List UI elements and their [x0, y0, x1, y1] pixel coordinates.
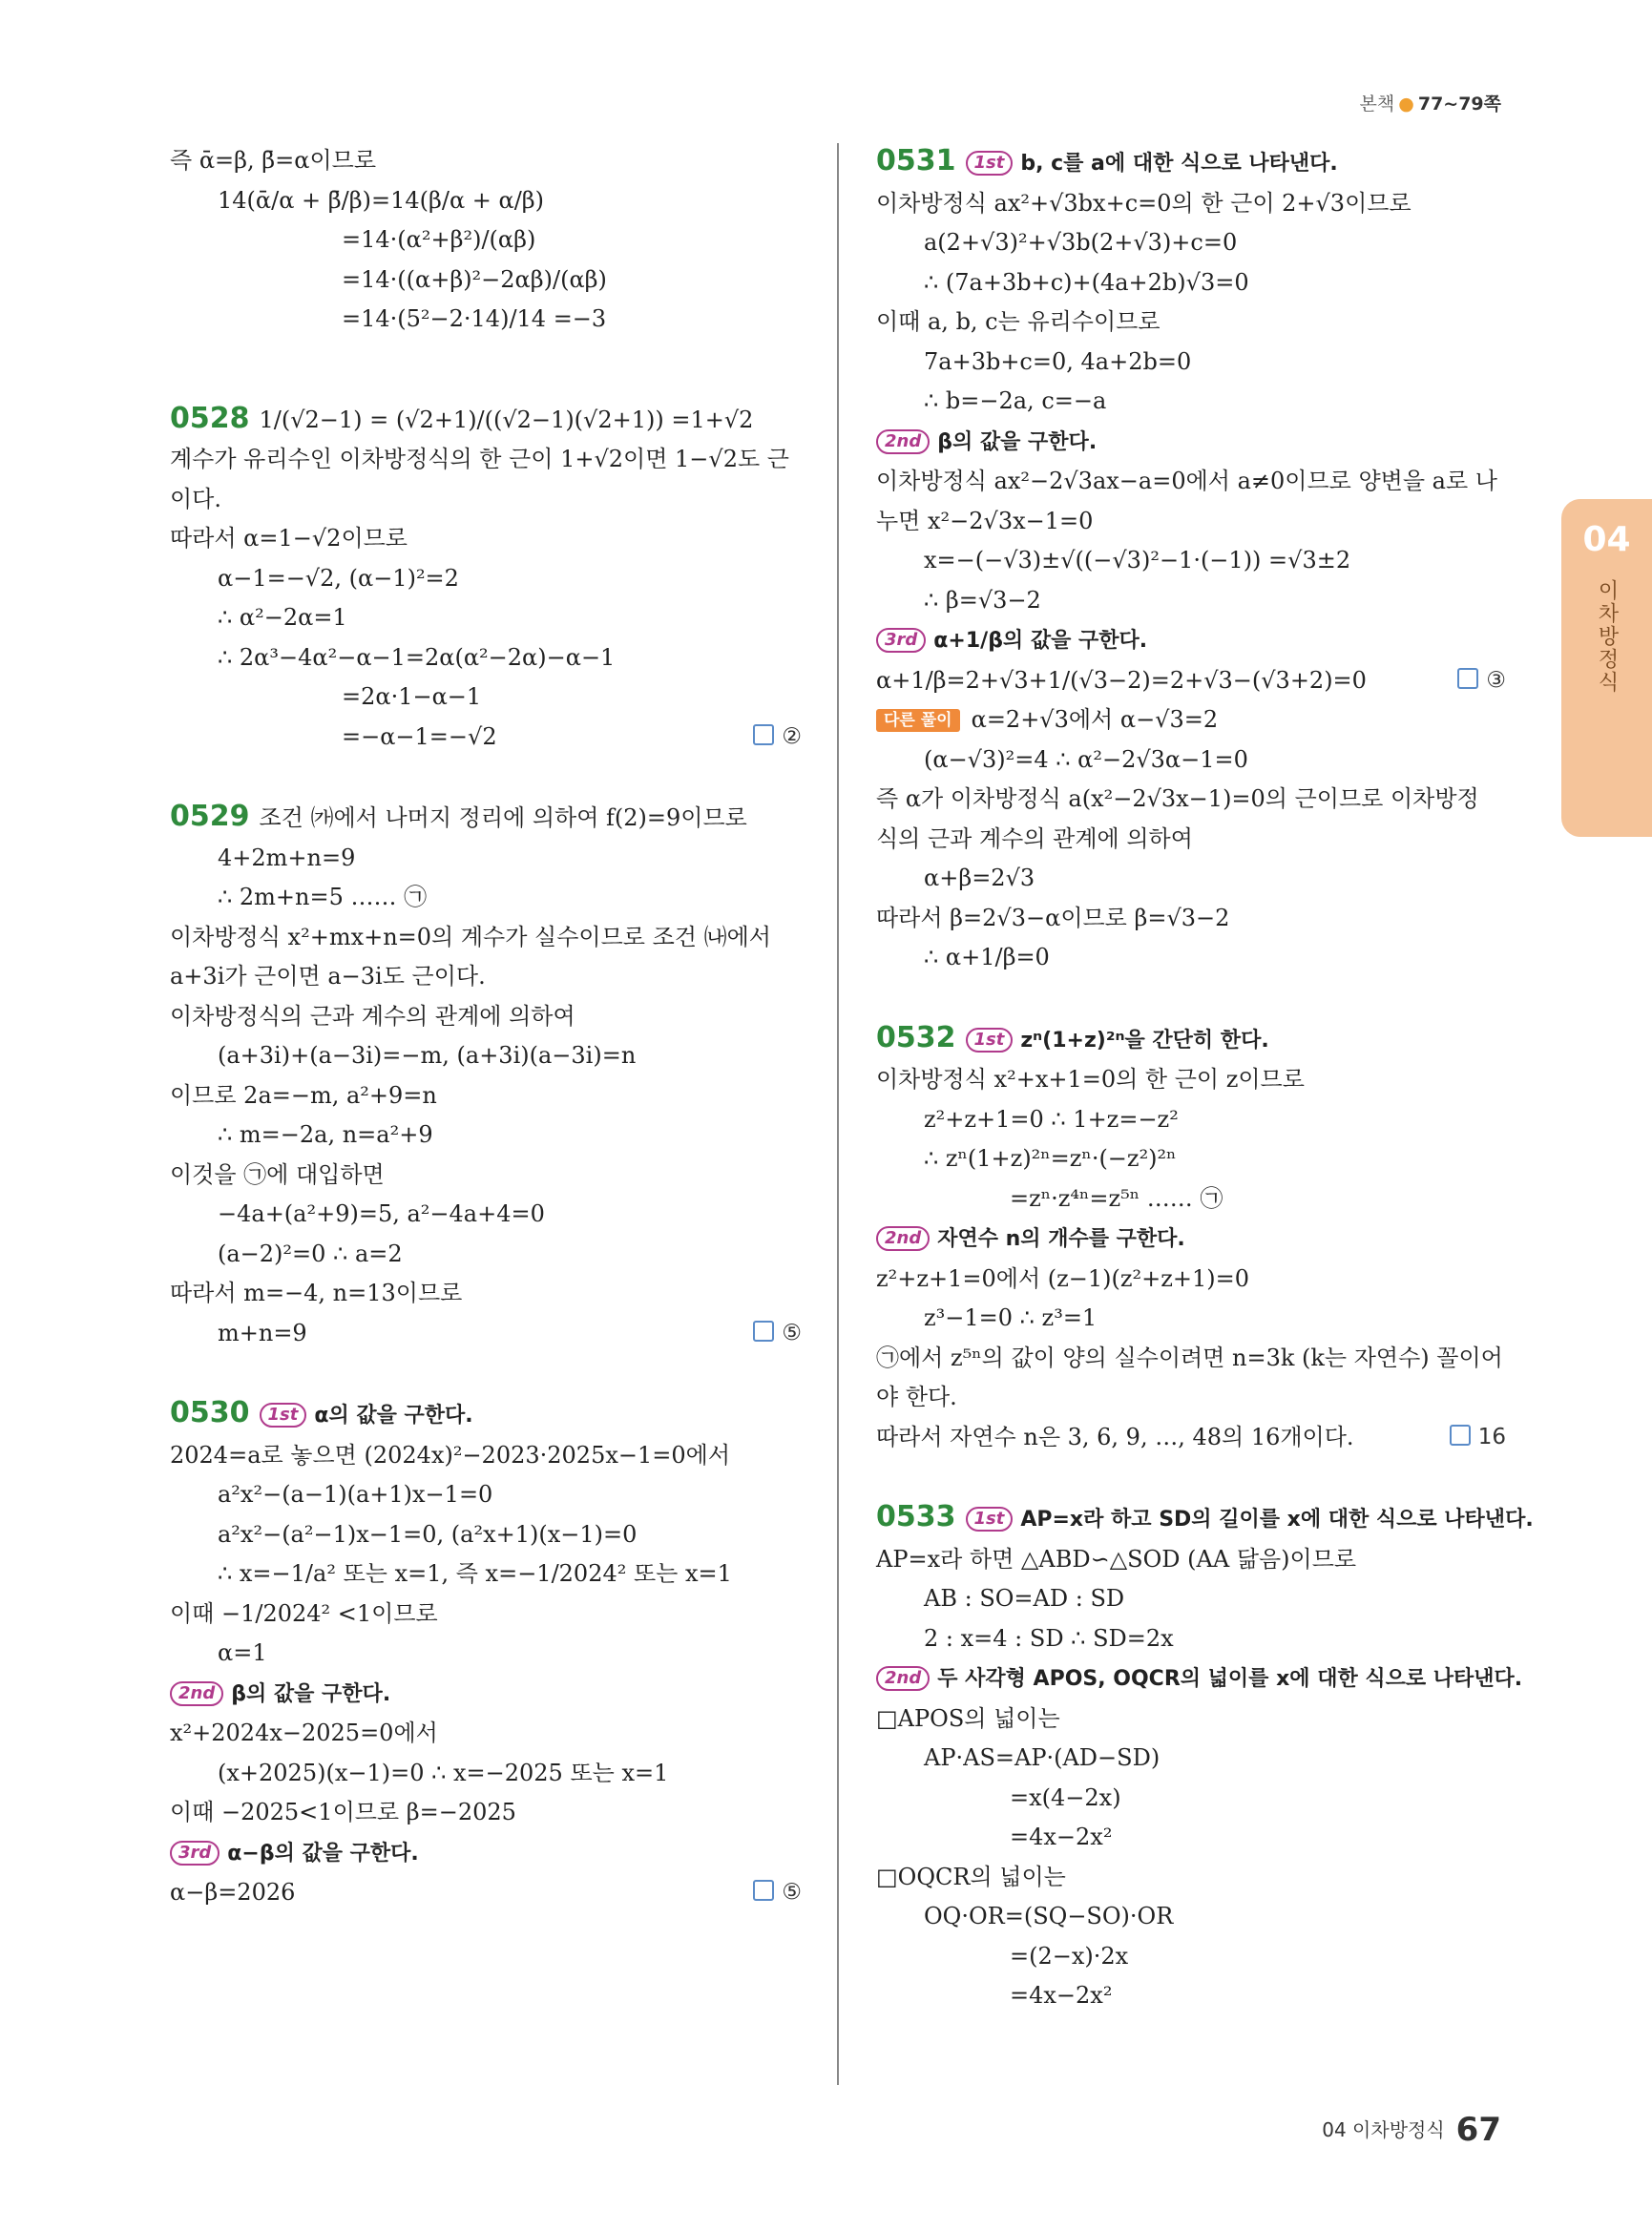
problem-0529	[170, 797, 802, 1353]
solution-line: □OQCR의 넓이는	[876, 1863, 1066, 1890]
problem-number: 0529	[170, 800, 250, 833]
problem-number: 0532	[876, 1020, 956, 1054]
page-number: 67	[1455, 2111, 1501, 2149]
left-column	[170, 141, 802, 1913]
bullet-dot-icon: ●	[1398, 94, 1414, 115]
solution-line: =2α·1−α−1	[342, 683, 482, 710]
step-badge-2nd: 2nd	[170, 1681, 223, 1706]
solution-line: ∴ β=√3−2	[924, 586, 1041, 614]
solution-line: z²+z+1=0 ∴ 1+z=−z²	[924, 1105, 1179, 1133]
problem-number: 0530	[170, 1396, 250, 1429]
problem-number: 0528	[170, 401, 250, 435]
solution-line: 1/(√2−1) = (√2+1)/((√2−1)(√2+1)) =1+√2	[259, 406, 754, 433]
step-title: α+1/β의 값을 구한다.	[933, 629, 1148, 653]
chapter-title: 이차방정식	[1595, 579, 1619, 694]
answer-icon	[1450, 1425, 1471, 1446]
solution-line: ∴ α+1/β=0	[924, 944, 1050, 970]
solution-line: 2 : x=4 : SD ∴ SD=2x	[924, 1624, 1174, 1652]
solution-line: 이차방정식 ax²+√3bx+c=0의 한 근이 2+√3이므로	[876, 189, 1412, 217]
solution-line: ∴ m=−2a, n=a²+9	[218, 1121, 433, 1148]
solution-line: a²x²−(a−1)(a+1)x−1=0	[218, 1481, 493, 1508]
solution-line: m+n=9	[218, 1319, 307, 1346]
solution-line: =14·(α²+β²)/(αβ)	[342, 226, 536, 253]
footer-chapter-label: 04 이차방정식	[1322, 2118, 1445, 2141]
solution-line: (a−2)²=0 ∴ a=2	[218, 1240, 403, 1267]
solution-line: α+1/β=2+√3+1/(√3−2)=2+√3−(√3+2)=0	[876, 666, 1367, 694]
chapter-number: 04	[1582, 520, 1631, 559]
step-badge-1st: 1st	[966, 151, 1014, 176]
solution-line: x=−(−√3)±√((−√3)²−1·(−1)) =√3±2	[924, 547, 1351, 573]
answer-icon	[753, 724, 774, 745]
problem-number: 0533	[876, 1500, 956, 1533]
answer-mark	[753, 1873, 802, 1913]
answer-mark	[753, 718, 802, 758]
solution-line: 이때 a, b, c는 유리수이므로	[876, 308, 1161, 335]
solution-line: ∴ α²−2α=1	[218, 604, 347, 631]
solution-line: □APOS의 넓이는	[876, 1704, 1060, 1732]
solution-line: AP·AS=AP·(AD−SD)	[924, 1744, 1161, 1771]
solution-line: 조건 ㈎에서 나머지 정리에 의하여 f(2)=9이므로	[259, 804, 747, 831]
solution-line: =x(4−2x)	[1010, 1783, 1121, 1811]
solution-line: =4x−2x²	[1010, 1824, 1113, 1850]
answer-mark	[1457, 661, 1506, 701]
solution-line: (α−√3)²=4 ∴ α²−2√3α−1=0	[924, 745, 1248, 773]
solution-line: ∴ zⁿ(1+z)²ⁿ=zⁿ·(−z²)²ⁿ	[924, 1145, 1177, 1172]
solution-line: ∴ b=−2a, c=−a	[924, 387, 1107, 414]
problem-0528	[170, 399, 802, 758]
step-title: 자연수 n의 개수를 구한다.	[937, 1227, 1185, 1251]
step-badge-3rd: 3rd	[876, 628, 926, 653]
solution-line: z³−1=0 ∴ z³=1	[924, 1304, 1098, 1331]
solution-line: =−α−1=−√2	[342, 722, 497, 750]
answer-value: ③	[1486, 667, 1506, 693]
solution-line: ∴ 2α³−4α²−α−1=2α(α²−2α)−α−1	[218, 643, 616, 671]
step-badge-2nd: 2nd	[876, 1226, 930, 1251]
column-divider	[837, 143, 839, 2085]
solution-line: =14·(5²−2·14)/14 =−3	[342, 305, 607, 332]
solution-line: x²+2024x−2025=0에서	[170, 1720, 438, 1746]
step-badge-2nd: 2nd	[876, 1666, 930, 1691]
solution-line: z²+z+1=0에서 (z−1)(z²+z+1)=0	[876, 1264, 1250, 1292]
solution-line: 이차방정식 x²+x+1=0의 한 근이 z이므로	[876, 1066, 1305, 1093]
solution-line: ㉠에서 z⁵ⁿ의 값이 양의 실수이려면 n=3k (k는 자연수) 꼴이어	[876, 1344, 1503, 1371]
page-footer	[1322, 2111, 1501, 2149]
solution-line: =(2−x)·2x	[1010, 1942, 1129, 1970]
solution-line: 7a+3b+c=0, 4a+2b=0	[924, 347, 1192, 375]
solution-line: 이차방정식 ax²−2√3ax−a=0에서 a≠0이므로 양변을 a로 나	[876, 468, 1497, 494]
step-title: zⁿ(1+z)²ⁿ을 간단히 한다.	[1020, 1028, 1269, 1053]
solution-line: 따라서 α=1−√2이므로	[170, 525, 408, 552]
solution-line: 야 한다.	[876, 1384, 957, 1410]
solution-line: 이므로 2a=−m, a²+9=n	[170, 1081, 437, 1109]
solution-line: (a+3i)+(a−3i)=−m, (a+3i)(a−3i)=n	[218, 1042, 637, 1069]
answer-value: ⑤	[782, 1880, 802, 1905]
answer-value: 16	[1477, 1424, 1506, 1449]
step-badge-1st: 1st	[260, 1403, 307, 1428]
problem-0531	[876, 141, 1506, 978]
solution-line: 즉 ᾱ=β, β̄=α이므로	[170, 147, 377, 174]
solution-line: ∴ 2m+n=5 …… ㉠	[218, 884, 428, 910]
solution-line: α=2+√3에서 α−√3=2	[971, 706, 1219, 733]
solution-line: α+β=2√3	[924, 865, 1035, 891]
solution-line: 따라서 β=2√3−α이므로 β=√3−2	[876, 904, 1230, 931]
solution-line: 누면 x²−2√3x−1=0	[876, 507, 1094, 534]
answer-value: ⑤	[782, 1320, 802, 1345]
right-column	[876, 141, 1534, 2016]
solution-line: −4a+(a²+9)=5, a²−4a+4=0	[218, 1200, 545, 1227]
solution-line: =zⁿ·z⁴ⁿ=z⁵ⁿ …… ㉠	[1010, 1184, 1223, 1212]
solution-line: 2024=a로 놓으면 (2024x)²−2023·2025x−1=0에서	[170, 1441, 731, 1469]
solution-line: a+3i가 근이면 a−3i도 근이다.	[170, 963, 486, 990]
solution-line: ∴ (7a+3b+c)+(4a+2b)√3=0	[924, 268, 1249, 296]
step-badge-3rd: 3rd	[170, 1841, 220, 1866]
step-badge-1st: 1st	[966, 1507, 1014, 1532]
solution-line: AP=x라 하면 △ABD∽△SOD (AA 닮음)이므로	[876, 1545, 1357, 1573]
solution-line: 식의 근과 계수의 관계에 의하여	[876, 824, 1193, 852]
answer-icon	[753, 1880, 774, 1901]
step-title: α의 값을 구한다.	[314, 1404, 473, 1428]
problem-0532	[876, 1018, 1506, 1458]
solution-line: =14·((α+β)²−2αβ)/(αβ)	[342, 265, 607, 293]
solution-line: 이때 −1/2024² <1이므로	[170, 1599, 438, 1627]
solution-line: α=1	[218, 1639, 267, 1666]
solution-line: (x+2025)(x−1)=0 ∴ x=−2025 또는 x=1	[218, 1759, 669, 1786]
problem-0533	[876, 1497, 1534, 2016]
chapter-side-tab[interactable]	[1561, 499, 1652, 837]
solution-line: 이차방정식 x²+mx+n=0의 계수가 실수이므로 조건 ㈏에서	[170, 923, 771, 950]
solution-line: a²x²−(a²−1)x−1=0, (a²x+1)(x−1)=0	[218, 1520, 638, 1548]
answer-icon	[753, 1321, 774, 1342]
solution-line: 즉 α가 이차방정식 a(x²−2√3x−1)=0의 근이므로 이차방정	[876, 785, 1479, 812]
solution-line: α−β=2026	[170, 1879, 296, 1906]
book-ref-label: 본책	[1359, 94, 1395, 115]
solution-line: 계수가 유리수인 이차방정식의 한 근이 1+√2이면 1−√2도 근	[170, 446, 789, 472]
solution-line: 14(ᾱ/α + β̄/β)=14(β/α + α/β)	[218, 186, 545, 214]
page-reference	[1360, 90, 1501, 115]
page-range: 77~79쪽	[1417, 94, 1501, 115]
solution-line: a(2+√3)²+√3b(2+√3)+c=0	[924, 229, 1238, 256]
step-title: b, c를 a에 대한 식으로 나타낸다.	[1020, 152, 1338, 176]
step-title: 두 사각형 APOS, OQCR의 넓이를 x에 대한 식으로 나타낸다.	[937, 1667, 1523, 1691]
solution-line: =4x−2x²	[1010, 1982, 1113, 2009]
solution-line: 따라서 m=−4, n=13이므로	[170, 1280, 463, 1306]
solution-line: 따라서 자연수 n은 3, 6, 9, …, 48의 16개이다.	[876, 1423, 1354, 1450]
step-title: AP=x라 하고 SD의 길이를 x에 대한 식으로 나타낸다.	[1020, 1508, 1534, 1532]
solution-line: 4+2m+n=9	[218, 844, 356, 871]
solution-line: 이때 −2025<1이므로 β=−2025	[170, 1799, 516, 1825]
other-solution-badge: 다른 풀이	[876, 709, 960, 732]
step-badge-2nd: 2nd	[876, 429, 930, 454]
solution-line: 이다.	[170, 485, 221, 512]
step-title: α−β의 값을 구한다.	[227, 1841, 419, 1866]
answer-icon	[1457, 668, 1478, 689]
solution-line: 이것을 ㉠에 대입하면	[170, 1160, 385, 1188]
answer-value: ②	[782, 723, 802, 749]
solution-line: ∴ x=−1/a² 또는 x=1, 즉 x=−1/2024² 또는 x=1	[218, 1560, 732, 1587]
problem-0530	[170, 1393, 802, 1913]
solution-line: 이차방정식의 근과 계수의 관계에 의하여	[170, 1002, 575, 1030]
step-badge-1st: 1st	[966, 1028, 1014, 1053]
answer-mark	[1450, 1418, 1506, 1458]
solution-line: α−1=−√2, (α−1)²=2	[218, 564, 459, 592]
solution-line: AB : SO=AD : SD	[924, 1585, 1125, 1612]
solution-line: OQ·OR=(SQ−SO)·OR	[924, 1903, 1174, 1929]
answer-mark	[753, 1314, 802, 1354]
problem-number: 0531	[876, 144, 956, 177]
step-title: β의 값을 구한다.	[231, 1681, 391, 1706]
step-title: β의 값을 구한다.	[937, 429, 1098, 454]
solution-continued	[170, 141, 802, 340]
